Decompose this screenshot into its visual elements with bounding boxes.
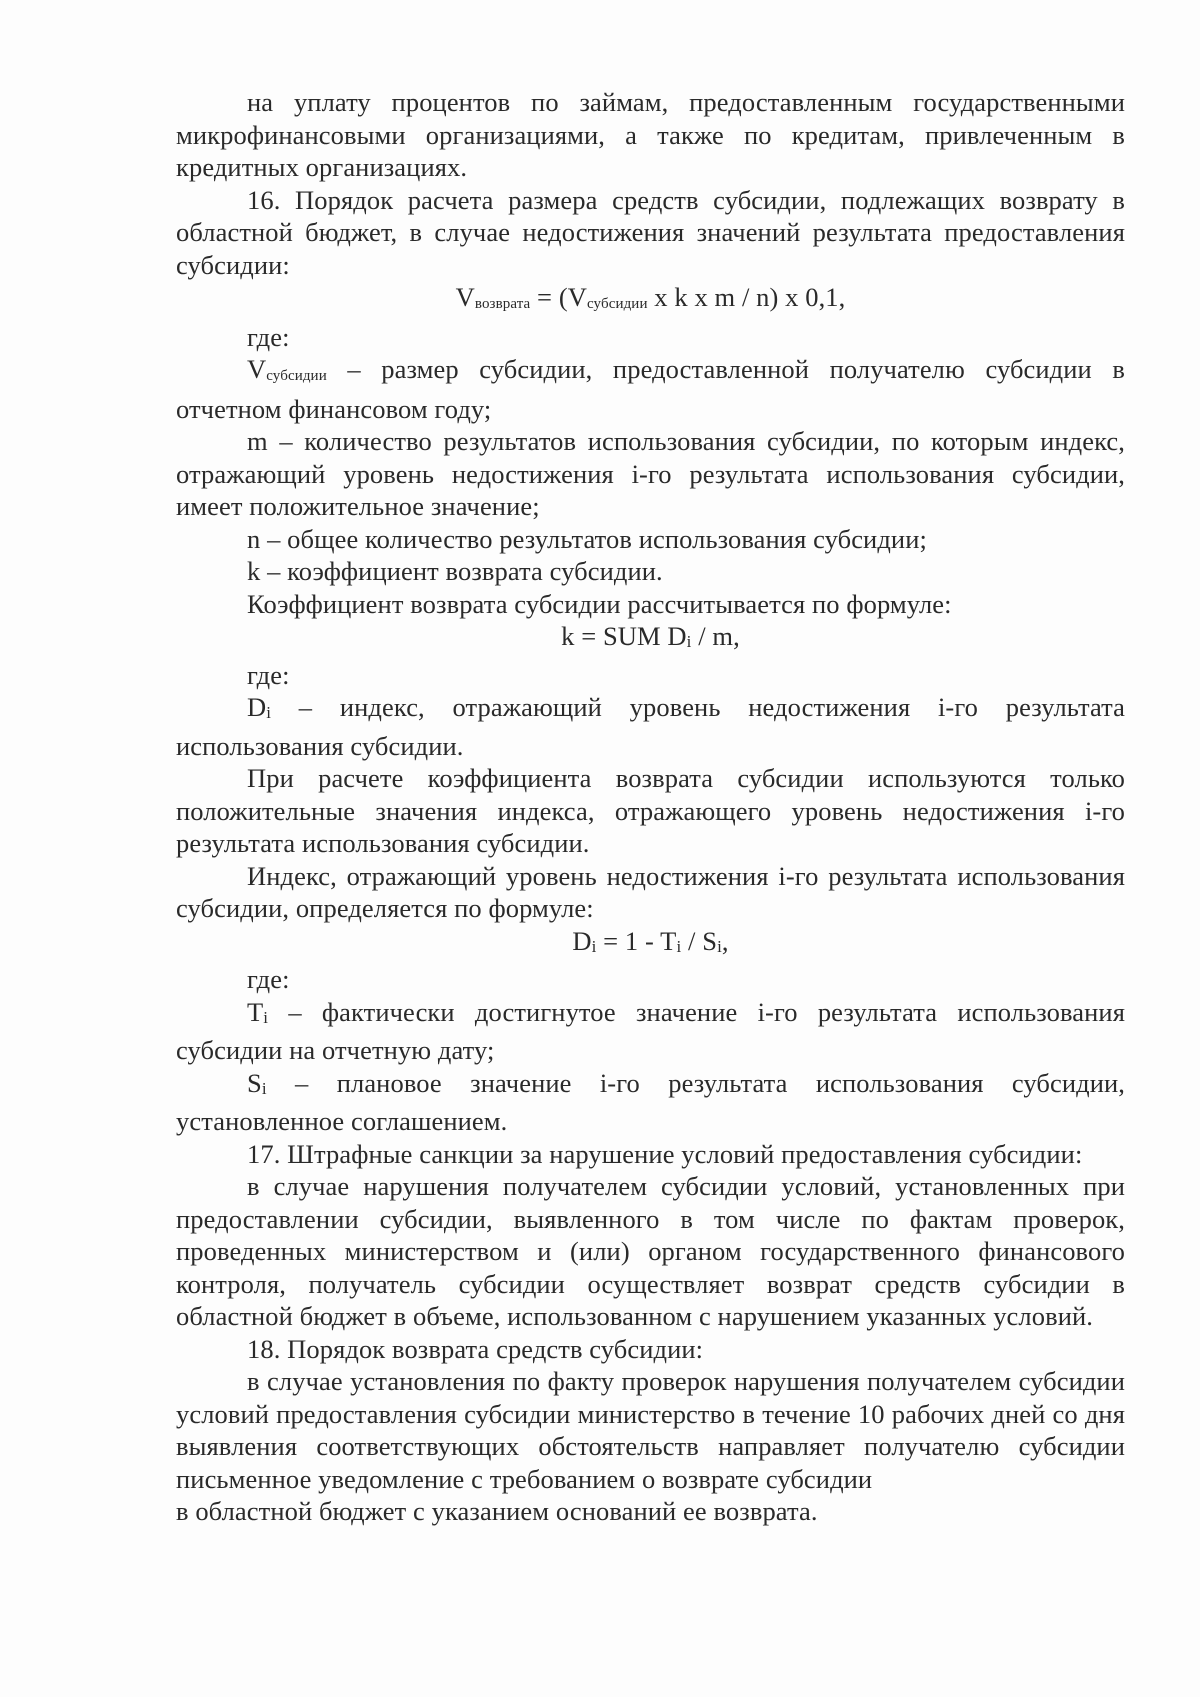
definition-symbol: S: [247, 1067, 262, 1098]
definition-text: – фактически достигнутое значение i-го результата использования субсидии на отчетную дату;: [176, 996, 1125, 1065]
formula-d: [176, 925, 1125, 964]
definition-v-subsidy: [176, 353, 1125, 425]
paragraph: Индекс, отражающий уровень недостижения i-го результата использования субсидии, определяется по формуле:: [176, 860, 1125, 923]
formula-part: D: [572, 925, 592, 956]
formula-part: / m,: [691, 621, 740, 651]
paragraph: При расчете коэффициента возврата субсидии используются только положительные значения индекса, отражающего уровень недостижения i-го результата использования субсидии.: [176, 763, 1125, 858]
definition-subscript: i: [261, 1078, 267, 1098]
formula-subscript: i: [676, 936, 682, 956]
definition-m: m – количество результатов использования субсидии, по которым индекс, отражающий уровень недостижения i-го результата использования субсидии, имеет положительное значение;: [176, 426, 1125, 521]
paragraph: на уплату процентов по займам, предоставленным государственными микрофинансовыми организациями, а также по кредитам, привлеченным в кредитных организациях.: [176, 87, 1125, 182]
definition-text: – индекс, отражающий уровень недостижения i-го результата использования субсидии.: [176, 692, 1125, 761]
formula-subscript: i: [717, 936, 722, 956]
paragraph: в областной бюджет с указанием оснований ее возврата.: [176, 1496, 818, 1526]
formula-part: х k х m / n) х 0,1,: [647, 282, 846, 312]
formula-part: / S: [681, 925, 718, 956]
definition-symbol: D: [247, 692, 267, 722]
definition-subscript: субсидии: [266, 368, 327, 384]
paragraph: Коэффициент возврата субсидии рассчитывается по формуле:: [247, 588, 952, 619]
formula-subscript: возврата: [474, 296, 531, 312]
paragraph: в случае установления по факту проверок нарушения получателем субсидии условий предоставления субсидии министерство в течение 10 рабочих дней со дня выявления соответствующих обстоятельств направляет получателю субсидии письменное уведомление с требованием о возврате субсидии: [176, 1366, 1125, 1494]
definition-t: [176, 996, 1125, 1067]
definition-text: – размер субсидии, предоставленной получателю субсидии в отчетном финансовом году;: [176, 354, 1125, 424]
section-18-heading: 18. Порядок возврата средств субсидии:: [247, 1333, 704, 1364]
formula-return-amount: [176, 281, 1125, 321]
definition-subscript: i: [266, 703, 272, 722]
where-label: где:: [247, 659, 290, 690]
formula-part: = (V: [530, 282, 587, 312]
definition-subscript: i: [263, 1007, 269, 1027]
formula-subscript: субсидии: [587, 296, 648, 312]
where-label: где:: [247, 321, 290, 352]
formula-part: ,: [721, 925, 729, 956]
paragraph: в случае нарушения получателем субсидии условий, установленных при предоставлении субсидии, выявленного в том числе по фактам проверок, проведенных министерством и (или) органом государственного финансового контроля, получатель субсидии осуществляет возврат средств субсидии в областной бюджет в объеме, использованном с нарушением указанных условий.: [176, 1171, 1125, 1331]
definition-symbol: T: [247, 996, 264, 1027]
formula-part: k = SUM D: [561, 621, 687, 651]
definition-n: n – общее количество результатов использования субсидии;: [247, 523, 927, 554]
formula-subscript: i: [686, 632, 692, 651]
definition-d: [176, 691, 1125, 762]
formula-k: [176, 620, 1125, 659]
formula-subscript: i: [591, 936, 597, 956]
formula-part: = 1 - T: [596, 925, 677, 956]
formula-symbol: V: [455, 282, 475, 312]
where-label: где:: [247, 964, 290, 994]
section-16-heading: 16. Порядок расчета размера средств субсидии, подлежащих возврату в областной бюджет, в случае недостижения значений результата предоставления субсидии:: [176, 184, 1125, 280]
definition-symbol: V: [247, 354, 267, 384]
definition-s: [176, 1067, 1125, 1138]
definition-k: k – коэффициент возврата субсидии.: [247, 556, 663, 586]
section-17-heading: 17. Штрафные санкции за нарушение условий предоставления субсидии:: [247, 1138, 1083, 1169]
definition-text: – плановое значение i-го результата использования субсидии, установленное соглашением.: [176, 1067, 1125, 1136]
document-body: [176, 86, 1125, 1528]
